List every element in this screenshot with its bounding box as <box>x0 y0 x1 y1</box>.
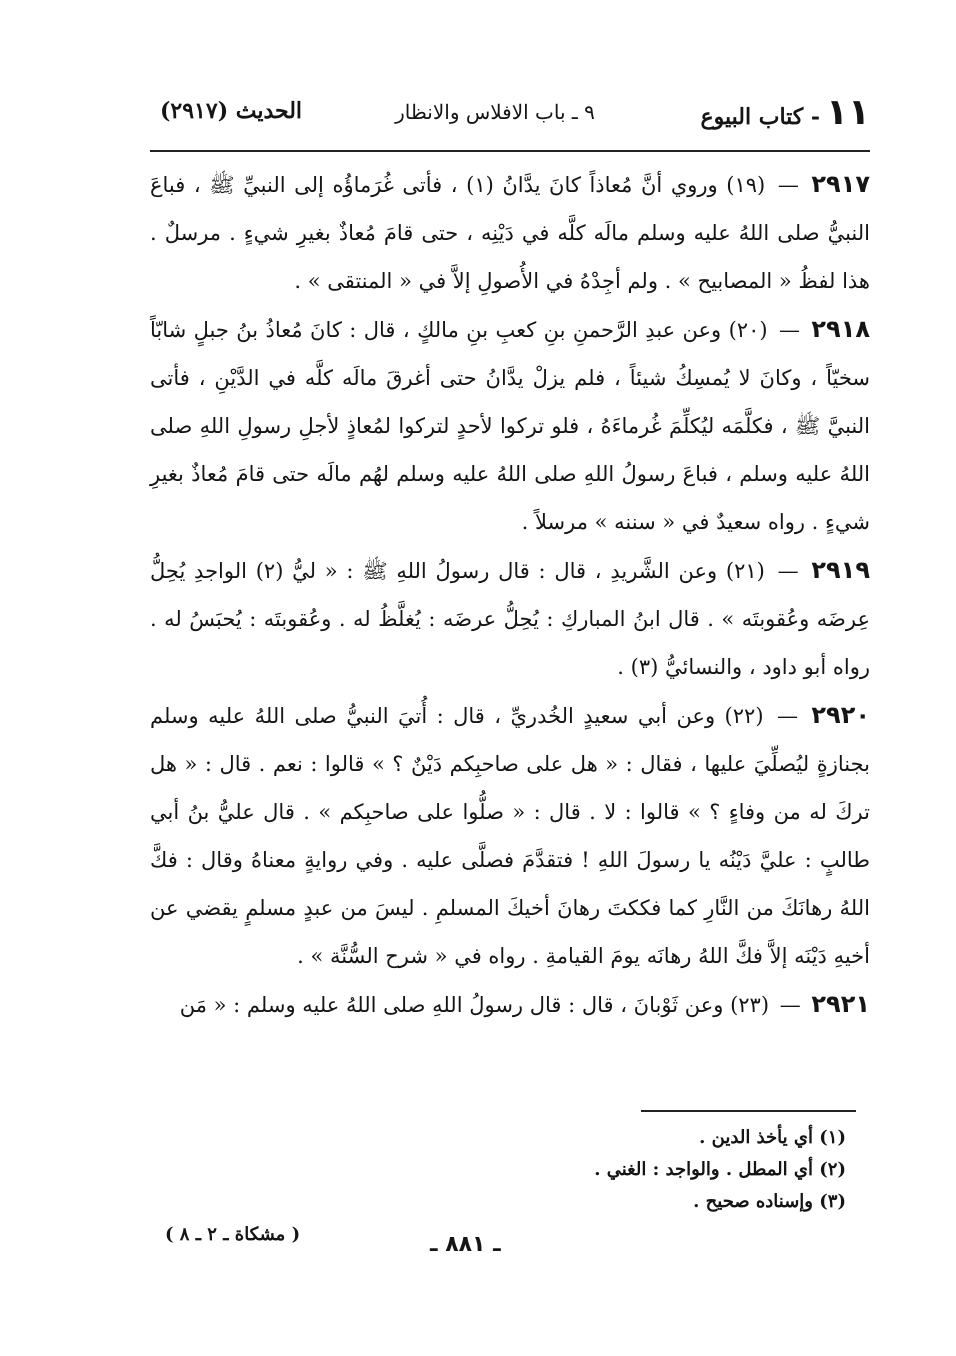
hadith-sub-number: (٢١) <box>725 559 765 583</box>
hadith-2920 <box>150 691 870 980</box>
hadith-text: وعن الشَّريدِ ، قال : قال رسولُ اللهِ ﷺ : « ليُّ (٢) الواجدِ يُحِلُّ عِرضَه وعُقوبتَه » . قال ابنُ المباركِ : يُحِلُّ عرضَه : يُغلَّظُ له . وعُقوبتَه : يُحبَسُ له . رواه أبو داود ، والنسائيُّ (٣) . <box>150 559 870 679</box>
dash-separator: — <box>776 704 798 728</box>
hadith-sub-number: (١٩) <box>726 173 766 197</box>
dash-separator: — <box>777 173 799 197</box>
hadith-number: ٢٩١٨ <box>811 315 870 343</box>
hadith-number: ٢٩٢٠ <box>811 701 870 729</box>
page-number: ـ ٨٨١ ـ <box>430 1232 501 1257</box>
page-header <box>150 92 870 148</box>
hadith-number: ٢٩١٧ <box>811 170 870 198</box>
hadith-sub-number: (٢٢) <box>724 704 764 728</box>
footnote-3: (٣) وإسناده صحيح . <box>693 1191 846 1212</box>
hadith-text: وعن ثَوْبانَ ، قال : قال رسولُ اللهِ صلى اللهُ عليه وسلم : « مَن <box>179 993 724 1017</box>
hadith-2918 <box>150 305 870 546</box>
dash-separator: — <box>777 559 799 583</box>
hadith-number: ٢٩٢١ <box>811 990 870 1018</box>
chapter-heading <box>700 92 870 133</box>
section-title: ٩ ـ باب الافلاس والانظار <box>395 100 595 124</box>
hadith-text: وعن عبدِ الرَّحمنِ بنِ كعبِ بنِ مالكٍ ، قال : كانَ مُعاذُ بنُ جبلٍ شابّاً سخيّاً ، وكانَ لا يُمسِكُ شيئاً ، فلم يزلْ يدَّانُ حتى أغرقَ مالَه كلَّه في الدَّيْنِ ، فأتى النبيَّ ﷺ ، فكلَّمَه ليُكلِّمَ غُرماءَهُ ، فلو تركوا لأحدٍ لتركوا لمُعاذٍ لأجلِ رسولِ اللهِ صلى اللهُ عليه وسلم ، فباعَ رسولُ اللهِ صلى اللهُ عليه وسلم لهُم مالَه حتى قامَ مُعاذٌ بغيرِ شيءٍ . رواه سعيدٌ في « سننه » مرسلاً . <box>150 318 870 534</box>
hadith-text: وروي أنَّ مُعاذاً كانَ يدَّانُ (١) ، فأتى غُرَماؤُه إلى النبيِّ ﷺ ، فباعَ النبيُّ صلى اللهُ عليه وسلم مالَه كلَّه في دَيْنِه ، حتى قامَ مُعاذٌ بغيرِ شيءٍ . مرسلٌ . هذا لفظُ « المصابيح » . ولم أجِدْهُ في الأُصولِ إلاَّ في « المنتقى » . <box>150 173 871 293</box>
chapter-number: ١١ <box>826 92 870 133</box>
hadith-number: ٢٩١٩ <box>811 556 870 584</box>
footnotes <box>346 1122 846 1218</box>
volume-reference: ( مشكاة ـ ٢ ـ ٨ ) <box>165 1224 301 1245</box>
hadith-text: وعن أبي سعيدٍ الخُدريِّ ، قال : أُتيَ النبيُّ صلى اللهُ عليه وسلم بجنازةٍ ليُصلِّيَ عليها ، فقال : « هل على صاحبِكم دَيْنٌ ؟ » قالوا : نعم . قال : « هل تركَ له من وفاءٍ ؟ » قالوا : لا . قال : « صلُّوا على صاحبِكم » . قال عليُّ بنُ أبي طالبٍ : عليَّ دَيْنُه يا رسولَ اللهِ ! فتقدَّمَ فصلَّى عليه . وفي روايةٍ معناهُ وقال : فكَّ اللهُ رهانَكَ من النَّارِ كما فككتَ رهانَ أخيكَ المسلمِ . ليسَ من عبدٍ مسلمٍ يقضي عن أخيهِ دَيْنَه إلاَّ فكَّ اللهُ رهانَه يومَ القيامةِ . رواه في « شرح السُّنَّة » . <box>150 704 870 968</box>
footnote-2: (٢) أي المطل . والواجد : الغني . <box>594 1159 846 1180</box>
hadith-sub-number: (٢٣) <box>730 993 770 1017</box>
footnote-1: (١) أي يأخذ الدين . <box>699 1127 846 1148</box>
book-title: - كتاب البيوع <box>700 104 821 130</box>
hadith-sub-number: (٢٠) <box>728 318 768 342</box>
page-body <box>150 160 870 1029</box>
hadith-2917 <box>150 160 870 305</box>
hadith-2919 <box>150 546 870 691</box>
dash-separator: — <box>779 993 801 1017</box>
footnote-rule <box>641 1110 856 1112</box>
hadith-2921 <box>150 980 870 1029</box>
hadith-range: الحديث (٢٩١٧) <box>160 98 303 124</box>
header-rule <box>150 150 870 152</box>
dash-separator: — <box>778 318 800 342</box>
